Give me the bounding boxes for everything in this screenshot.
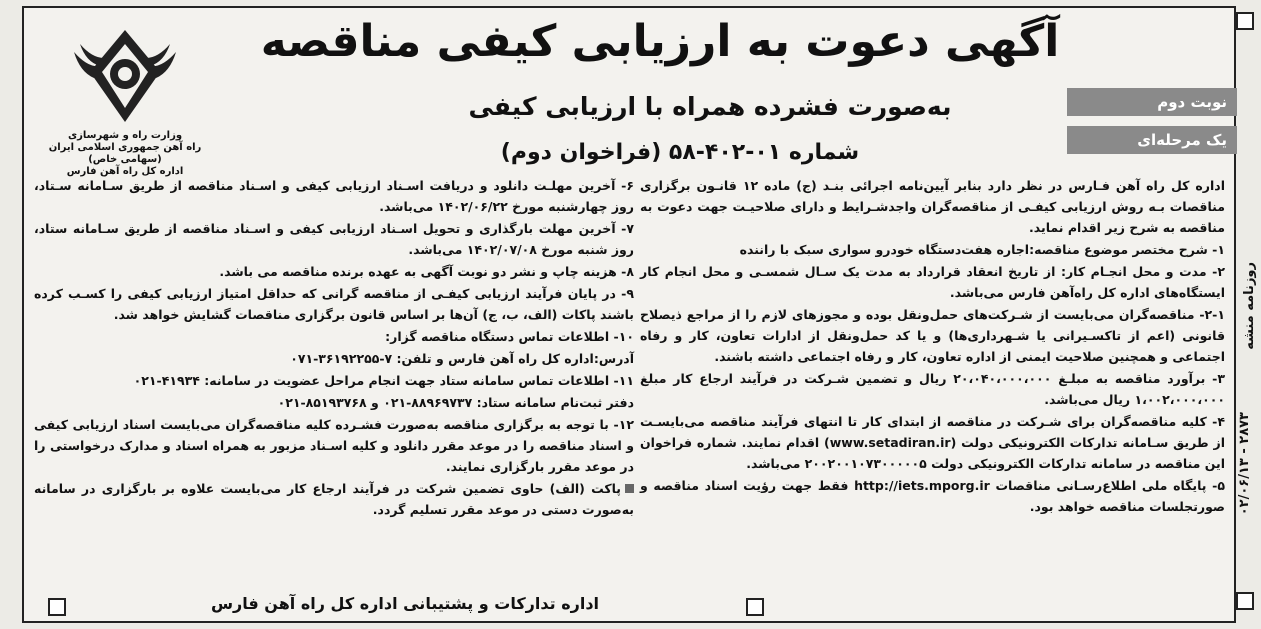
round-label: نوبت دوم [1067,88,1237,116]
item-11-office: دفتر ثبت‌نام سامانه ستاد: ۸۸۹۶۹۷۳۷-۰۲۱ و ۸۵۱۹۳۷۶۸-۰۲۱ [277,395,634,410]
contact-address: آدرس:اداره کل راه آهن فارس و تلفن: ۷-۳۶۱۹۲۲۵۵-۰۷۱ [290,351,634,366]
item-11: ۱۱- اطلاعات تماس سامانه ستاد جهت انجام مراحل عضویت در سامانه: ۴۱۹۳۴-۰۲۱ [133,373,634,388]
item-3: ۳- برآورد مناقصه به مبلـغ ۲۰،۰۴۰،۰۰۰،۰۰۰ ریال و تضمین شـرکت در فرآیند ارجاع کار مبلغ ۱،۰۰۲،۰۰۰،۰۰۰ ریال می‌باشد. [640,371,1225,407]
item-5: ۵- پایگاه ملی اطلاع‌رسـانی مناقصات http://iets.mporg.ir فقط جهت رؤیت اسناد مناقصه و صورتجلسات مناقصه خواهد بود. [640,478,1225,514]
item-4: ۴- کلیه مناقصه‌گران برای شـرکت در مناقصه از ابتدای کار تا انتهای فرآیند مناقصه می‌بایسـت از طریق سـامانه تدارکات الکترونیکی دولت (www.setadiran.ir) اقدام نمایند. شماره فراخوان این مناقصه در سامانه تدارکات الکترونیکی دولت ۲۰۰۲۰۰۱۰۷۳۰۰۰۰۰۵ می‌باشد. [640,414,1225,471]
footer-square [48,598,66,616]
tender-number: شماره ۰۱-۴۰۲-۵۸ (فراخوان دوم) [500,140,860,165]
newspaper-strip [1235,12,1255,612]
corner-square [1236,592,1254,610]
logo-caption: وزارت راه و شهرسازی راه آهن جمهوری اسلامی ایران (سهامی خاص) اداره کل راه آهن فارس [48,130,202,177]
right-column [640,175,1225,518]
item-10: ۱۰- اطلاعات تماس دستگاه مناقصه گزار: [385,329,634,344]
page-title: آگهی دعوت به ارزیابی کیفی مناقصه [260,16,1060,67]
railway-logo-icon [70,22,180,132]
item-9: ۹- در پایان فرآیند ارزیابی کیفـی از مناقصه گرانی که حداقل امتیاز ارزیابی کیفی را کسـب کرده باشند پاکات (الف، ب، ج) آن‌ها بر اساس قانون برگزاری مناقصات گشایش خواهد شد. [34,286,634,322]
newspaper-date: ۰۲/۰۶/۱۳ - ۲۸۷۳ [1237,412,1252,516]
footer-issuer: اداره تدارکات و پشتیبانی اداره کل راه آهن فارس [210,594,600,613]
footer-square [746,598,764,616]
stage-label: یک مرحله‌ای [1067,126,1237,154]
corner-square [1236,12,1254,30]
item-2: ۲- مدت و محل انجـام کار: از تاریخ انعقاد قرارداد به مدت یک سـال شمسـی و محل انجام کار ایستگاه‌های اداره کل راه‌آهن فارس می‌باشد. [640,264,1225,300]
item-12: ۱۲- با توجه به برگزاری مناقصه به‌صورت فشـرده کلیه مناقصه‌گران می‌بایست اسناد ارزیابی کیفی و اسناد مناقصه را در موعد مقرر دانلود و کلیه اسـناد مزبور به همراه اسناد و مدارک درخواستی را در موعد مقرر بارگزاری نمایند. [34,417,634,474]
item-8: ۸- هزینه چاپ و نشر دو نوبت آگهی به عهده برنده مناقصه می باشد. [219,264,634,279]
newspaper-name: روزنامه منشه [1242,262,1257,350]
left-column [34,175,634,521]
bullet-square-icon [625,484,634,493]
subtitle: به‌صورت فشرده همراه با ارزیابی کیفی [468,92,952,121]
item-1: ۱- شرح مختصر موضوع مناقصه:اجاره هفت‌دستگاه خودرو سواری سبک با راننده [739,242,1225,257]
item-6: ۶- آخرین مهلـت دانلود و دریافت اسـناد ارزیابی کیفی و اسـناد مناقصه از طریق سـامانه سـتاد، روز چهارشنبه مورخ ۱۴۰۲/۰۶/۲۲ می‌باشد. [34,178,634,214]
intro-paragraph: اداره کل راه آهن فـارس در نظر دارد بنابر آیین‌نامه اجرائی بنـد (ج) ماده ۱۲ قانـون برگزاری مناقصات بـه روش ارزیابی کیفـی از مناقصه‌گران واجدشـرایط و دارای صلاحیـت جهت دعوت به مناقصه به شرح زیر اقدام نماید. [640,178,1225,235]
item-7: ۷- آخرین مهلت بارگذاری و تحویل اسـناد ارزیابی کیفی و اسـناد مناقصه از طریق سـامانه ستاد، روز شنبه مورخ ۱۴۰۲/۰۷/۰۸ می‌باشد. [34,221,634,257]
envelope-note: پاکت (الف) حاوی تضمین شرکت در فرآیند ارجاع کار می‌بایست علاوه بر بارگزاری در سامانه به‌صورت دستی در موعد مقرر تسلیم گردد. [34,481,634,517]
item-2-1: ۲-۱- مناقصه‌گران می‌بایست از شـرکت‌های حمل‌ونقل بوده و مجوزهای لازم را از مراجع ذیصلاح قانونی (اعم از تاکسـیرانی یا شـهرداری‌ها) و یا کد حمل‌ونقل از ادارات تعاون، کار و رفاه اجتماعی و همچنین صلاحیت ایمنی از اداره تعاون، کار و رفاه اجتماعی داشته باشند. [640,307,1225,364]
